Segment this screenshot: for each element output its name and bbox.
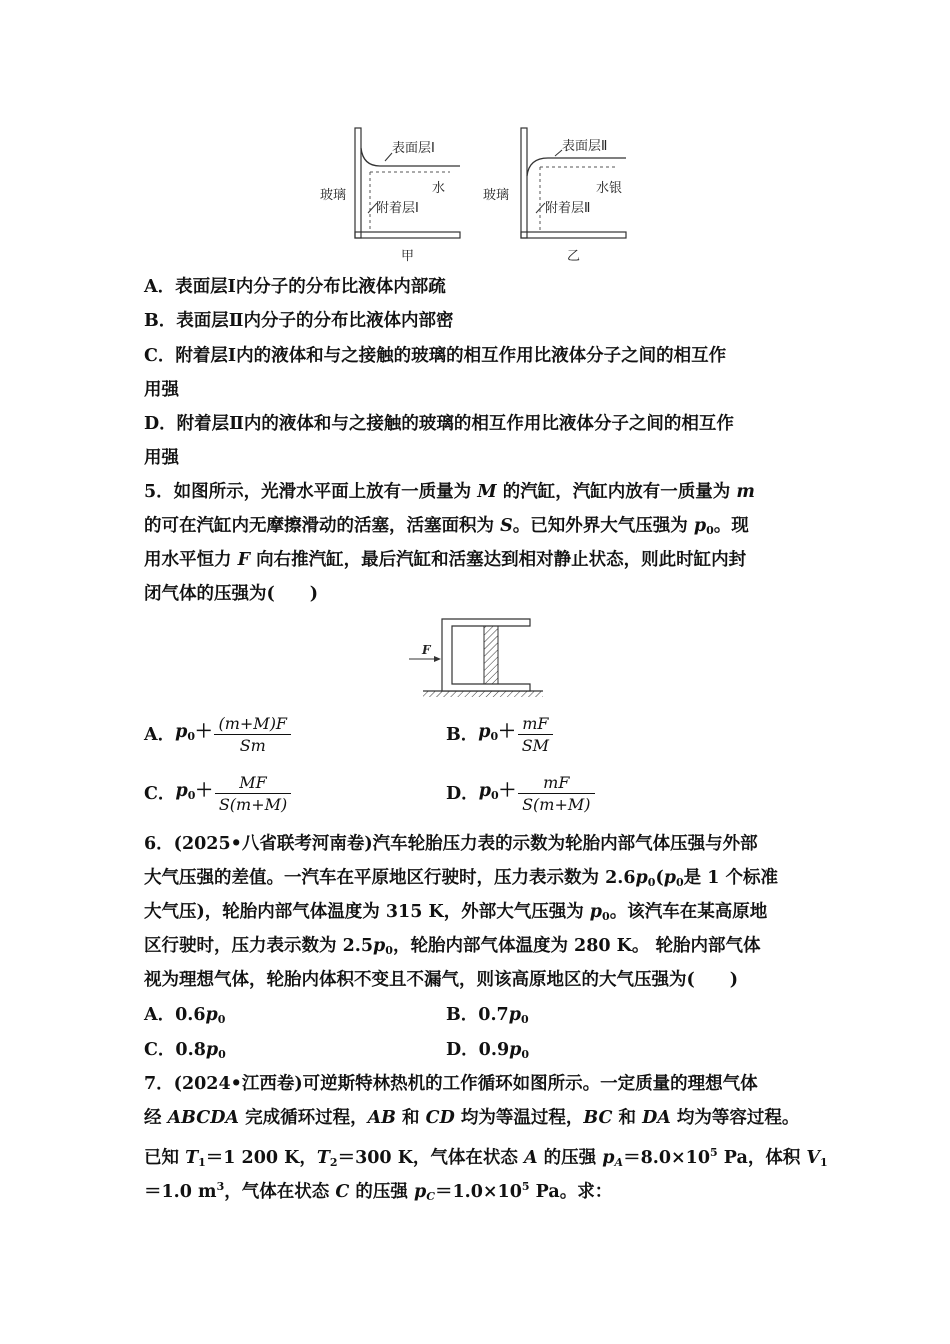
surface-layer-1-label: 表面层Ⅰ	[392, 141, 435, 156]
q5-option-c: C．$p_0+$ $\frac{MF}{S(m+M)}$	[144, 773, 291, 814]
q6-line3: 大气压)，轮胎内部气体温度为 315 K，外部大气压强为 $p_0$。该汽车在某高原地	[144, 902, 768, 923]
q6-line2: 大气压强的差值。一汽车在平原地区行驶时，压力表示数为 $2.6p_0(p_0$是 1 个标准	[144, 868, 779, 889]
q5-option-d: D．$p_0+$ $\frac{mF}{S(m+M)}$	[446, 773, 595, 814]
water-label: 水	[432, 181, 446, 196]
q6-option-b: B．$0.7p_0$	[446, 1005, 529, 1026]
figure-yi	[483, 128, 626, 264]
adhesion-layer-1-label: 附着层Ⅰ	[376, 201, 419, 216]
q6-option-a: A．$0.6p_0$	[144, 1005, 226, 1026]
q4-option-a: A．表面层Ⅰ内分子的分布比液体内部疏	[144, 277, 446, 297]
q4-option-d-line1: D．附着层Ⅱ内的液体和与之接触的玻璃的相互作用比液体分子之间的相互作	[144, 414, 734, 434]
q5-line4: 闭气体的压强为( )	[144, 584, 319, 604]
q4-option-d-line2: 用强	[144, 448, 179, 468]
caption-yi: 乙	[567, 249, 581, 264]
surface-layer-2-label: 表面层Ⅱ	[562, 139, 608, 154]
glass-label: 玻璃	[320, 188, 347, 203]
q5-option-a: A．$p_0+$ $\frac{(m+M)F}{Sm}$	[144, 714, 291, 755]
cylinder-piston-figure	[405, 615, 550, 705]
q6-line5: 视为理想气体，轮胎内体积不变且不漏气，则该高原地区的大气压强为( )	[144, 970, 739, 990]
q4-option-c-line2: 用强	[144, 380, 179, 400]
q4-option-b: B．表面层Ⅱ内分子的分布比液体内部密	[144, 311, 454, 331]
q7-line4: ＝1.0 $m^3$，气体在状态 C 的压强 $p_C=1.0\times 10^5$ Pa。求：	[144, 1180, 613, 1203]
mercury-label: 水银	[596, 181, 623, 196]
q5-line1: 5．如图所示，光滑水平面上放有一质量为 M 的汽缸，汽缸内放有一质量为 m	[144, 482, 755, 502]
q7-line3: 已知 $T_1=1$ 200 K，$T_2=300$ K，气体在状态 A 的压强 $p_A=8.0\times 10^5$ Pa，体积 $V_1$	[144, 1146, 828, 1169]
glass-label-2: 玻璃	[483, 188, 510, 203]
q4-option-c-line1: C．附着层Ⅰ内的液体和与之接触的玻璃的相互作用比液体分子之间的相互作	[144, 346, 727, 366]
q7-line1: 7．(2024•江西卷)可逆斯特林热机的工作循环如图所示。一定质量的理想气体	[144, 1074, 758, 1094]
q7-line2: 经 ABCDA 完成循环过程，AB 和 CD 均为等温过程，BC 和 DA 均为等容过程。	[144, 1108, 800, 1128]
figure-jia	[320, 128, 460, 264]
q5-line3: 用水平恒力 F 向右推汽缸，最后汽缸和活塞达到相对静止状态，则此时缸内封	[144, 550, 747, 570]
q5-option-b: B．$p_0+$ $\frac{mF}{SM}$	[446, 714, 553, 755]
caption-jia: 甲	[401, 249, 415, 264]
q6-line4: 区行驶时，压力表示数为 $2.5p_0$，轮胎内部气体温度为 280 K。 轮胎内部气体	[144, 936, 761, 957]
q6-option-c: C．$0.8p_0$	[144, 1040, 226, 1061]
q6-option-d: D．$0.9p_0$	[446, 1040, 530, 1061]
q6-line1: 6．(2025•八省联考河南卷)汽车轮胎压力表的示数为轮胎内部气体压强与外部	[144, 834, 758, 854]
surface-layer-figure	[300, 120, 640, 265]
force-label: F	[422, 643, 431, 657]
adhesion-layer-2-label: 附着层Ⅱ	[545, 201, 591, 216]
q5-line2: 的可在汽缸内无摩擦滑动的活塞，活塞面积为 S。已知外界大气压强为 $p_0$。现	[144, 516, 749, 537]
